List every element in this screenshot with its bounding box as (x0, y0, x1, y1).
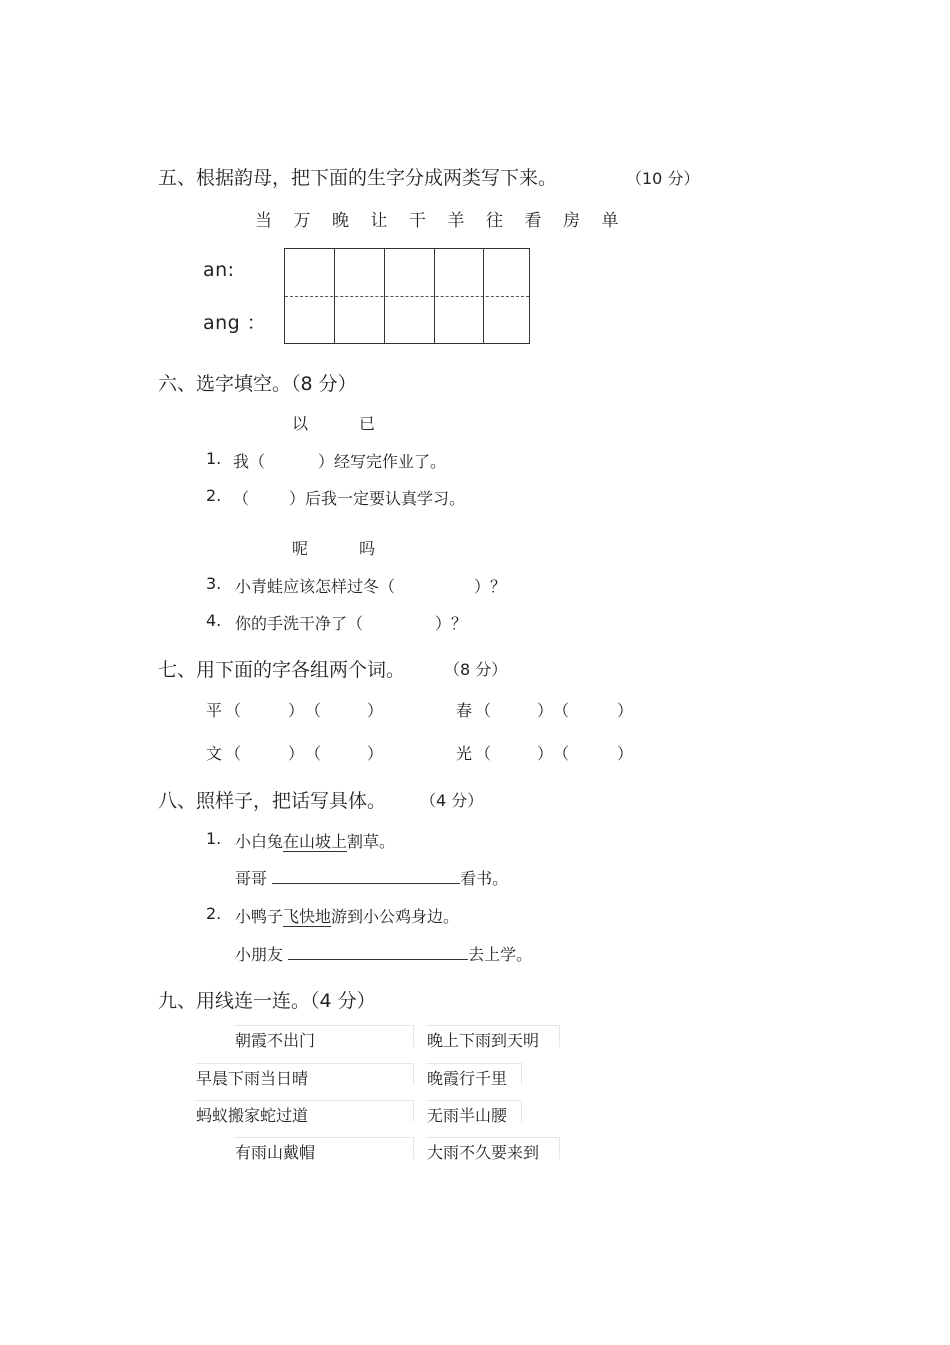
open-paren: （ (225, 701, 242, 720)
open-paren: （ (305, 701, 322, 720)
fill-prefix: 小朋友 (235, 945, 284, 964)
match-right-item[interactable]: 无雨半山腰 (427, 1106, 508, 1125)
q1-text-before: 我（ (233, 452, 266, 471)
q3-text-after: ）？ (474, 577, 507, 596)
close-paren: ） (367, 701, 384, 720)
q2-text-after: ）后我一定要认真学习。 (289, 489, 466, 508)
word-char: 文 (206, 744, 223, 763)
char-item: 房 (563, 211, 580, 231)
q-number: 2. (206, 486, 222, 505)
open-paren: （ (553, 701, 570, 720)
word-char: 春 (456, 701, 473, 720)
word-char: 平 (206, 701, 223, 720)
label-an: an: (203, 259, 235, 281)
choice-char: 呢 (292, 539, 309, 558)
char-item: 让 (370, 211, 388, 231)
word-char: 光 (456, 744, 473, 763)
section-5-points: （10 分） (626, 169, 700, 188)
open-paren: （ (305, 744, 322, 763)
writing-grid[interactable] (284, 248, 530, 344)
grid-divider (285, 296, 529, 297)
sentence-part: 小白兔 (235, 832, 284, 851)
section-5-heading: 五、根据韵母，把下面的生字分成两类写下来。 (158, 167, 558, 189)
open-paren: （ (553, 744, 570, 763)
char-item: 往 (486, 211, 503, 231)
answer-blank[interactable] (288, 943, 468, 960)
fill-line-2 (235, 942, 532, 965)
char-item: 当 (255, 211, 272, 231)
match-right-item[interactable]: 晚上下雨到天明 (427, 1031, 540, 1050)
section-8-points: （4 分） (420, 791, 484, 810)
char-item: 羊 (447, 211, 465, 231)
example-sentence-2 (235, 904, 459, 927)
char-item: 看 (524, 211, 542, 231)
section-8-heading: 八、照样子，把话写具体。 (158, 790, 387, 812)
q-number: 4. (206, 611, 222, 630)
q3-text-before: 小青蛙应该怎样过冬（ (235, 577, 396, 596)
fill-suffix: 去上学。 (468, 945, 533, 964)
close-paren: ） (367, 744, 384, 763)
close-paren: ） (537, 744, 554, 763)
q-number: 1. (206, 449, 222, 468)
match-right-item[interactable]: 大雨不久要来到 (427, 1143, 540, 1162)
label-ang: ang ： (203, 312, 267, 334)
underlined-phrase: 飞快地 (283, 907, 332, 926)
section-7-points: （8 分） (444, 660, 508, 679)
q4-text-after: ）？ (435, 614, 468, 633)
fill-prefix: 哥哥 (235, 869, 268, 888)
q1-text-after: ）经写完作业了。 (318, 452, 447, 471)
match-left-item[interactable]: 蚂蚁搬家蛇过道 (196, 1106, 309, 1125)
char-item: 单 (601, 211, 619, 231)
char-item: 万 (293, 211, 311, 231)
close-paren: ） (288, 701, 305, 720)
section-9-heading: 九、用线连一连。（4 分） (158, 990, 376, 1012)
example-sentence-1 (235, 829, 395, 852)
q-number: 2. (206, 904, 222, 923)
close-paren: ） (617, 744, 634, 763)
choice-char: 吗 (359, 539, 376, 558)
char-item: 晚 (332, 211, 349, 231)
q4-text-before: 你的手洗干净了（ (235, 614, 364, 633)
q-number: 3. (206, 574, 222, 593)
fill-line-1 (235, 866, 508, 889)
q-number: 1. (206, 829, 222, 848)
match-left-item[interactable]: 朝霞不出门 (235, 1031, 316, 1050)
underlined-phrase: 在山坡上 (283, 832, 348, 851)
fill-suffix: 看书。 (460, 869, 509, 888)
match-left-item[interactable]: 有雨山戴帽 (235, 1143, 316, 1162)
section-7-heading: 七、用下面的字各组两个词。 (158, 659, 406, 681)
match-right-item[interactable]: 晚霞行千里 (427, 1069, 508, 1088)
close-paren: ） (617, 701, 634, 720)
answer-blank[interactable] (272, 867, 460, 884)
section-6-heading: 六、选字填空。（8 分） (158, 373, 357, 395)
choice-char: 已 (359, 414, 376, 433)
match-left-item[interactable]: 早晨下雨当日晴 (196, 1069, 309, 1088)
open-paren: （ (225, 744, 242, 763)
open-paren: （ (475, 744, 492, 763)
char-item: 干 (409, 211, 426, 231)
close-paren: ） (537, 701, 554, 720)
choice-char: 以 (292, 414, 309, 433)
char-list (255, 206, 640, 231)
q2-text-before: （ (233, 489, 250, 508)
sentence-part: 割草。 (347, 832, 396, 851)
sentence-part: 游到小公鸡身边。 (331, 907, 460, 926)
open-paren: （ (475, 701, 492, 720)
close-paren: ） (288, 744, 305, 763)
sentence-part: 小鸭子 (235, 907, 284, 926)
